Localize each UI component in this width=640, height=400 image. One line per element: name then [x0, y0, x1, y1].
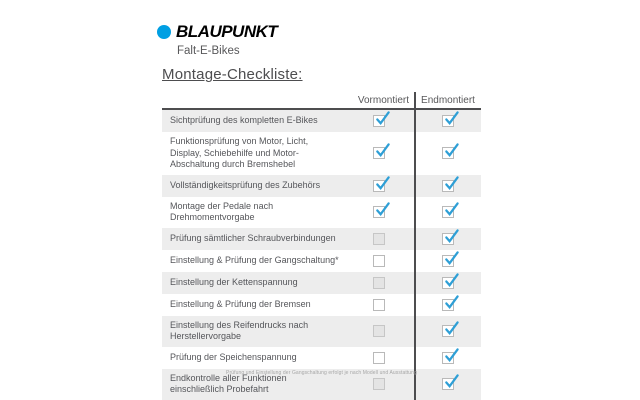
table-row — [162, 316, 481, 347]
row-label: Einstellung & Prüfung der Bremsen — [170, 298, 311, 309]
footnote: Prüfung und Einstellung der Gangschaltung erfolgt je nach Modell und Ausstattung — [226, 370, 417, 376]
checkbox-endmontiert[interactable] — [442, 255, 454, 267]
row-label: Einstellung der Kettenspannung — [170, 276, 298, 287]
check-icon — [444, 295, 459, 311]
table-row — [162, 250, 481, 272]
check-icon — [375, 111, 390, 127]
checkbox-vormontiert[interactable] — [373, 115, 385, 127]
check-icon — [375, 143, 390, 159]
row-label: Endkontrolle aller Funktionen einschließlich Probefahrt — [170, 372, 287, 394]
table-row — [162, 228, 481, 250]
check-icon — [444, 143, 459, 159]
table-row — [162, 347, 481, 369]
table-row — [162, 272, 481, 294]
checkbox-endmontiert[interactable] — [442, 352, 454, 364]
check-icon — [444, 176, 459, 192]
checkbox-vormontiert[interactable] — [373, 206, 385, 218]
table-header-row — [162, 92, 481, 110]
check-icon — [444, 321, 459, 337]
checkbox-endmontiert[interactable] — [442, 115, 454, 127]
check-icon — [444, 348, 459, 364]
column-header-vormontiert: Vormontiert — [357, 95, 409, 106]
checkbox-vormontiert[interactable] — [373, 277, 385, 289]
checkbox-vormontiert[interactable] — [373, 147, 385, 159]
checkbox-vormontiert[interactable] — [373, 352, 385, 364]
row-label: Einstellung des Reifendrucks nach Herstellervorgabe — [170, 319, 309, 341]
brand-name: BLAUPUNKT — [176, 22, 278, 41]
row-label: Einstellung & Prüfung der Gangschaltung* — [170, 254, 339, 265]
checkbox-endmontiert[interactable] — [442, 206, 454, 218]
table-row — [162, 110, 481, 132]
check-icon — [444, 374, 459, 390]
row-label: Sichtprüfung des kompletten E-Bikes — [170, 115, 318, 126]
checkbox-vormontiert[interactable] — [373, 180, 385, 192]
checkbox-endmontiert[interactable] — [442, 325, 454, 337]
table-row — [162, 294, 481, 316]
brand-logo — [157, 22, 277, 57]
check-icon — [444, 251, 459, 267]
column-header-endmontiert: Endmontiert — [421, 95, 475, 106]
blaupunkt-dot-icon — [157, 25, 171, 39]
check-icon — [444, 202, 459, 218]
table-row — [162, 175, 481, 197]
checkbox-endmontiert[interactable] — [442, 299, 454, 311]
checkbox-vormontiert[interactable] — [373, 299, 385, 311]
checklist-table-body — [162, 110, 481, 400]
checkbox-endmontiert[interactable] — [442, 147, 454, 159]
checkbox-vormontiert[interactable] — [373, 233, 385, 245]
row-label: Prüfung der Speichenspannung — [170, 351, 297, 362]
table-row — [162, 197, 481, 228]
checkbox-endmontiert[interactable] — [442, 378, 454, 390]
check-icon — [444, 111, 459, 127]
checkbox-vormontiert[interactable] — [373, 325, 385, 337]
check-icon — [444, 229, 459, 245]
column-divider-line — [414, 92, 416, 400]
row-label: Funktionsprüfung von Motor, Licht, Display, Schiebehilfe und Motor-Abschaltung durch Bremshebel — [170, 136, 309, 169]
page-title: Montage-Checkliste: — [162, 66, 303, 83]
checkbox-endmontiert[interactable] — [442, 180, 454, 192]
row-label: Vollständigkeitsprüfung des Zubehörs — [170, 179, 321, 190]
checkbox-endmontiert[interactable] — [442, 233, 454, 245]
checkbox-vormontiert[interactable] — [373, 378, 385, 390]
check-icon — [375, 176, 390, 192]
check-icon — [375, 202, 390, 218]
checklist-table — [162, 92, 481, 400]
check-icon — [444, 273, 459, 289]
checkbox-endmontiert[interactable] — [442, 277, 454, 289]
table-row — [162, 132, 481, 175]
checkbox-vormontiert[interactable] — [373, 255, 385, 267]
brand-subtitle: Falt-E-Bikes — [177, 45, 240, 57]
row-label: Montage der Pedale nach Drehmomentvorgabe — [170, 200, 274, 222]
row-label: Prüfung sämtlicher Schraubverbindungen — [170, 232, 336, 243]
